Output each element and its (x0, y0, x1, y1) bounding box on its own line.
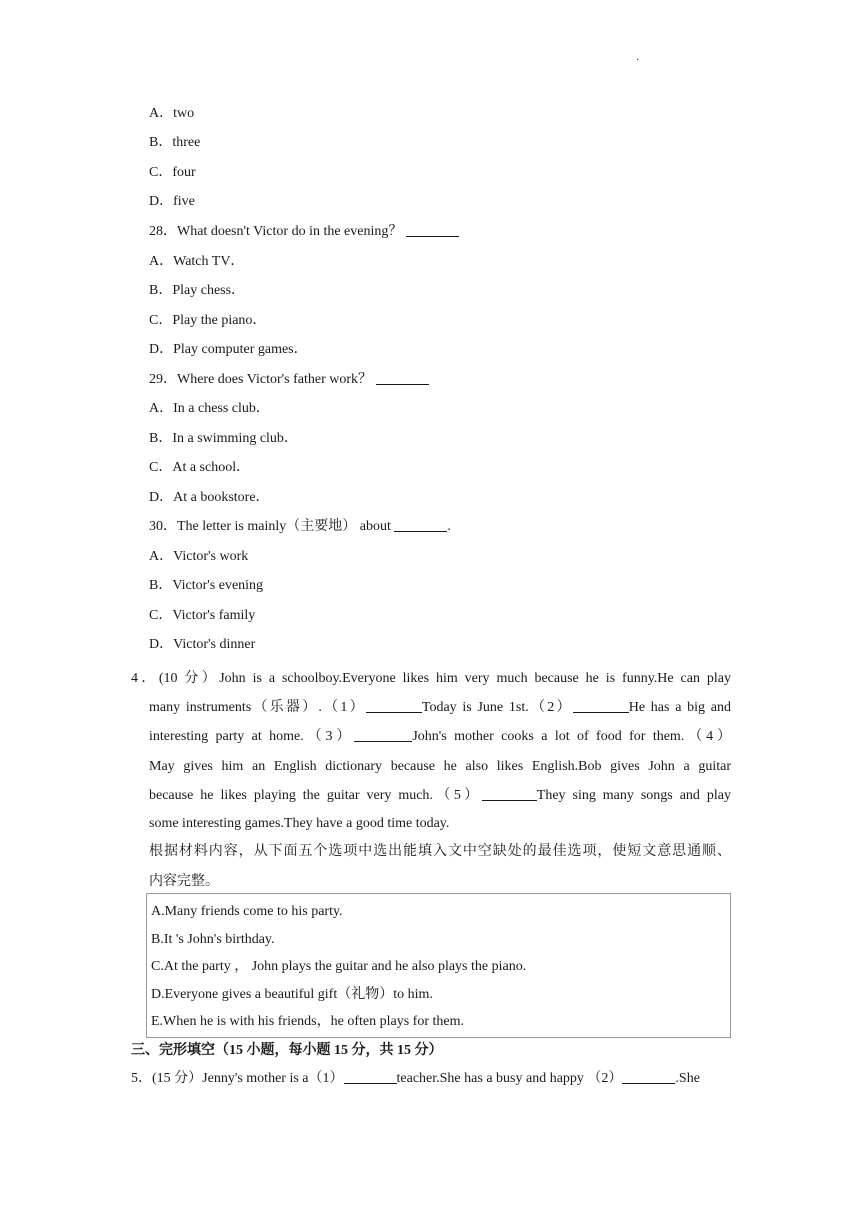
answer-blank[interactable] (394, 517, 447, 532)
q4-instruction-line-1: 根据材料内容，从下面五个选项中选出能填入文中空缺处的最佳选项，使短文意思通顺、 (149, 844, 731, 860)
q4-line-4: May gives him an English dictionary because he also likes English.Bob gives John a guitar (149, 758, 731, 774)
q29-stem-text: 29．Where does Victor's father work？ (149, 372, 376, 387)
q28-stem (149, 222, 459, 242)
q29-option-c: C．At a school． (149, 460, 251, 475)
question-5 (131, 1068, 731, 1090)
q30-option-d: D．Victor's dinner (149, 637, 256, 652)
answer-blank[interactable] (406, 222, 459, 237)
q30-option-b: B．Victor's evening (149, 578, 264, 593)
box-option-d: D.Everyone gives a beautiful gift（礼物）to him. (151, 986, 433, 1002)
q30-stem (149, 517, 451, 537)
q4-text: He has a big and (628, 700, 731, 716)
q27-option-a: A．two (149, 106, 195, 121)
answer-blank-5[interactable] (482, 786, 537, 801)
q4-text: many instruments（乐器）.（1） (149, 700, 366, 716)
q29-option-a: A．In a chess club． (149, 401, 270, 416)
q4-instruction-line-2: 内容完整。 (149, 874, 219, 890)
answer-blank-2[interactable] (573, 698, 629, 713)
q4-text: because he likes playing the guitar very much.（5） (149, 787, 482, 803)
q30-option-c: C．Victor's family (149, 608, 256, 623)
q4-text: They sing many songs and play (536, 787, 731, 803)
options-box (146, 893, 731, 1038)
q5-text: teacher.She has a busy and happy （2） (396, 1071, 623, 1086)
q27-option-b: B．three (149, 135, 201, 150)
q4-text: Today is June 1st.（2） (421, 700, 573, 716)
q29-option-d: D．At a bookstore． (149, 490, 270, 505)
q4-text: interesting party at home.（3） (149, 729, 355, 745)
q4-text: John's mother cooks a lot of food for them.（4） (412, 729, 731, 745)
q28-option-d: D．Play computer games． (149, 342, 308, 357)
q29-stem (149, 370, 429, 390)
box-option-a: A.Many friends come to his party. (151, 904, 343, 919)
box-option-e: E.When he is with his friends，he often plays for them. (151, 1014, 464, 1029)
q28-stem-text: 28．What doesn't Victor do in the evening？ (149, 224, 406, 239)
section-heading: 三、完形填空（15 小题，每小题 15 分，共 15 分） (131, 1043, 443, 1058)
q5-text: 5．(15 分）Jenny's mother is a（1） (131, 1071, 344, 1086)
header-mark: · (636, 55, 640, 66)
box-option-c: C.At the party ， John plays the guitar and he also plays the piano. (151, 959, 527, 974)
q27-option-c: C．four (149, 165, 196, 180)
answer-blank-2[interactable] (622, 1069, 675, 1084)
q4-line-2 (131, 693, 731, 722)
answer-blank[interactable] (376, 370, 429, 385)
q4-line-6: some interesting games.They have a good time today. (149, 816, 450, 832)
answer-blank-1[interactable] (344, 1069, 397, 1084)
question-4 (131, 664, 731, 897)
q30-option-a: A．Victor's work (149, 549, 249, 564)
q28-option-c: C．Play the piano． (149, 313, 267, 328)
box-option-b: B.It 's John's birthday. (151, 931, 275, 947)
q27-option-d: D．five (149, 194, 195, 209)
q30-stem-text: 30．The letter is mainly（主要地） about (149, 519, 395, 534)
answer-blank-1[interactable] (366, 698, 422, 713)
q30-stem-end: . (447, 519, 451, 534)
answer-blank-3[interactable] (354, 727, 412, 742)
q28-option-b: B．Play chess． (149, 283, 246, 298)
q5-text: .She (675, 1071, 700, 1086)
q4-line-5 (131, 781, 731, 810)
q4-line-1: 4．(10 分）John is a schoolboy.Everyone likes him very much because he is funny.He can play (131, 671, 731, 686)
q28-option-a: A．Watch TV． (149, 254, 245, 269)
q29-option-b: B．In a swimming club． (149, 431, 298, 446)
q4-line-3 (131, 722, 731, 751)
